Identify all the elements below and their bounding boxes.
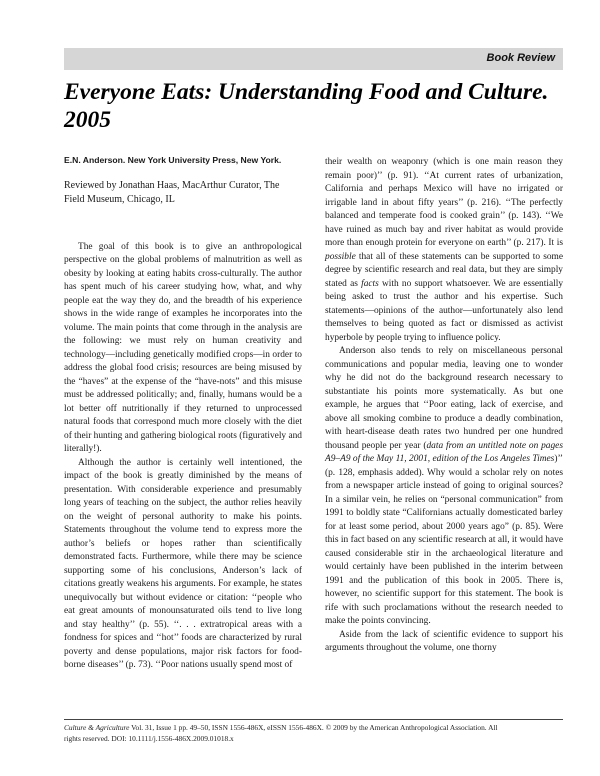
emphasis-text: facts: [361, 278, 379, 289]
paragraph: Although the author is certainly well intentioned, the impact of the book is greatly diminished by the means of presentation. With considerable experience and presumably long years of teaching on the subject, the author relies heavily on the weight of personal authority to make his points. Statements throughout the volume tend to express more the author’s beliefs or hopes rather than scientifically demonstrated facts. Furthermore, while there may be science supporting some of his conclusions, Anderson’s lack of citations greatly weakens his arguments. For example, he states unequivocally but without evidence or citation: ‘‘people who eat great amounts of monounsaturated oils tend to live long and stay healthy’’ (p. 55). ‘‘. . . extratropical areas with a fondness for spices and ‘‘hot’’ foods are characterized by rural poverty and dense populations, major risk factors for food-borne diseases’’ (p. 73). ‘‘Poor nations usually spend most of: [64, 457, 302, 671]
paragraph: Aside from the lack of scientific evidence to support his arguments throughout the volume, one thorny: [325, 629, 563, 653]
text-run: )’’ (p. 128, emphasis added). Why would a scholar rely on notes from a newspaper article instead of going to original sources? In a similar vein, he relies on “personal communication” from 1991 to boldly state “Californians actually domesticated barley for at least some period, about 2000 years ago” (p. 85). Were this in fact based on any scientific research at all, it would have caused considerable stir in the archaeological literature and would certainly have been published in the interim between 1991 and the publication of this book in 2005. There is, however, no scientific support for this statement. The book is rife with such proclamations without the research needed to make the points convincing.: [325, 454, 563, 626]
reviewer-byline: [64, 179, 302, 208]
emphasis-text: possible: [325, 251, 356, 262]
text-run: that all of these statements can be supported to some degree by scientific research and real data, but they are simply stated as: [325, 251, 564, 289]
reviewer-line2: Field Museum, Chicago, IL: [64, 194, 175, 206]
reviewer-line1: Reviewed by Jonathan Haas, MacArthur Curator, The: [64, 180, 280, 191]
article-title-line1: Everyone Eats: Understanding Food and Culture.: [64, 79, 549, 105]
paragraph: [325, 345, 563, 629]
journal-name: Culture & Agriculture: [64, 723, 130, 732]
footer-doi: rights reserved. DOI: 10.1111/j.1556-486X.2009.01018.x: [64, 733, 234, 743]
text-run: Anderson also tends to rely on miscellaneous personal communications and popular media, leaving one to wonder why he did not do the background research necessary to substantiate his points more systematically. As but one example, he argues that ‘‘Poor eating, lack of exercise, and above all smoking combine to produce a deadly combination, with heart-disease death rates two hundred per one hundred thousand people per year (: [325, 346, 563, 451]
footer-divider: [64, 719, 563, 720]
text-run: with no support whatsoever. We are essentially being asked to trust the author and his expertise. Such statements—opinions of the author—unfortunately also lend themselves to being quoted as fact or dismissed as activist hyperbole by people trying to influence policy.: [325, 278, 564, 343]
right-column-body: [325, 156, 563, 656]
paragraph: The goal of this book is to give an anthropological perspective on the global problems of malnutrition as well as obesity by looking at eating habits cross-culturally. The author has spent much of his career studying how, what, and why people eat the way they do, and the breadth of his experience shows in the wide range of examples he incorporates into the volume. The main points that come through in the analysis are the following: we must rely on human creativity and technology—including genetically modified crops—in order to address the global food crisis; resources are being misused by the “haves” at the expense of the “have-nots” and this misuse must be addressed politically; and, finally, humans would be a lot better off nutritionally if they returned to unprocessed natural foods that correspond much more closely with the diet of their hunting and gathering biological roots (figuratively and literally!).: [64, 241, 302, 455]
section-header-bar: [64, 48, 563, 70]
text-run: their wealth on weaponry (which is one main reason they remain poor)’’ (p. 91). ‘‘At current rates of urbanization, California and perhaps Mexico will have no irrigated or irrigable land in about fifty years’’ (p. 216). ‘‘The perfectly balanced and temperate food is cooked grain’’ (p. 143). ‘‘We have ruined as much bay and river habitat as would provide more than enough protein for everyone on earth’’ (p. 217). It is: [325, 157, 563, 248]
section-label: Book Review: [486, 52, 555, 64]
left-column: [64, 152, 302, 673]
right-column: [325, 156, 563, 656]
paragraph: [325, 156, 563, 345]
left-column-body: [64, 241, 302, 673]
emphasis-text: data from an untitled note on pages A9–A9 of the May 11, 2001, edition of the Los Angeles Times: [325, 440, 563, 464]
article-title: [64, 78, 564, 134]
article-title-line2: 2005: [64, 107, 111, 133]
footer-citation: Vol. 31, Issue 1 pp. 49–50, ISSN 1556-486X, eISSN 1556-486X. © 2009 by the American Anthropological Association. All: [131, 723, 498, 732]
book-citation: E.N. Anderson. New York University Press, New York.: [64, 155, 282, 165]
page-footer: [64, 723, 563, 744]
